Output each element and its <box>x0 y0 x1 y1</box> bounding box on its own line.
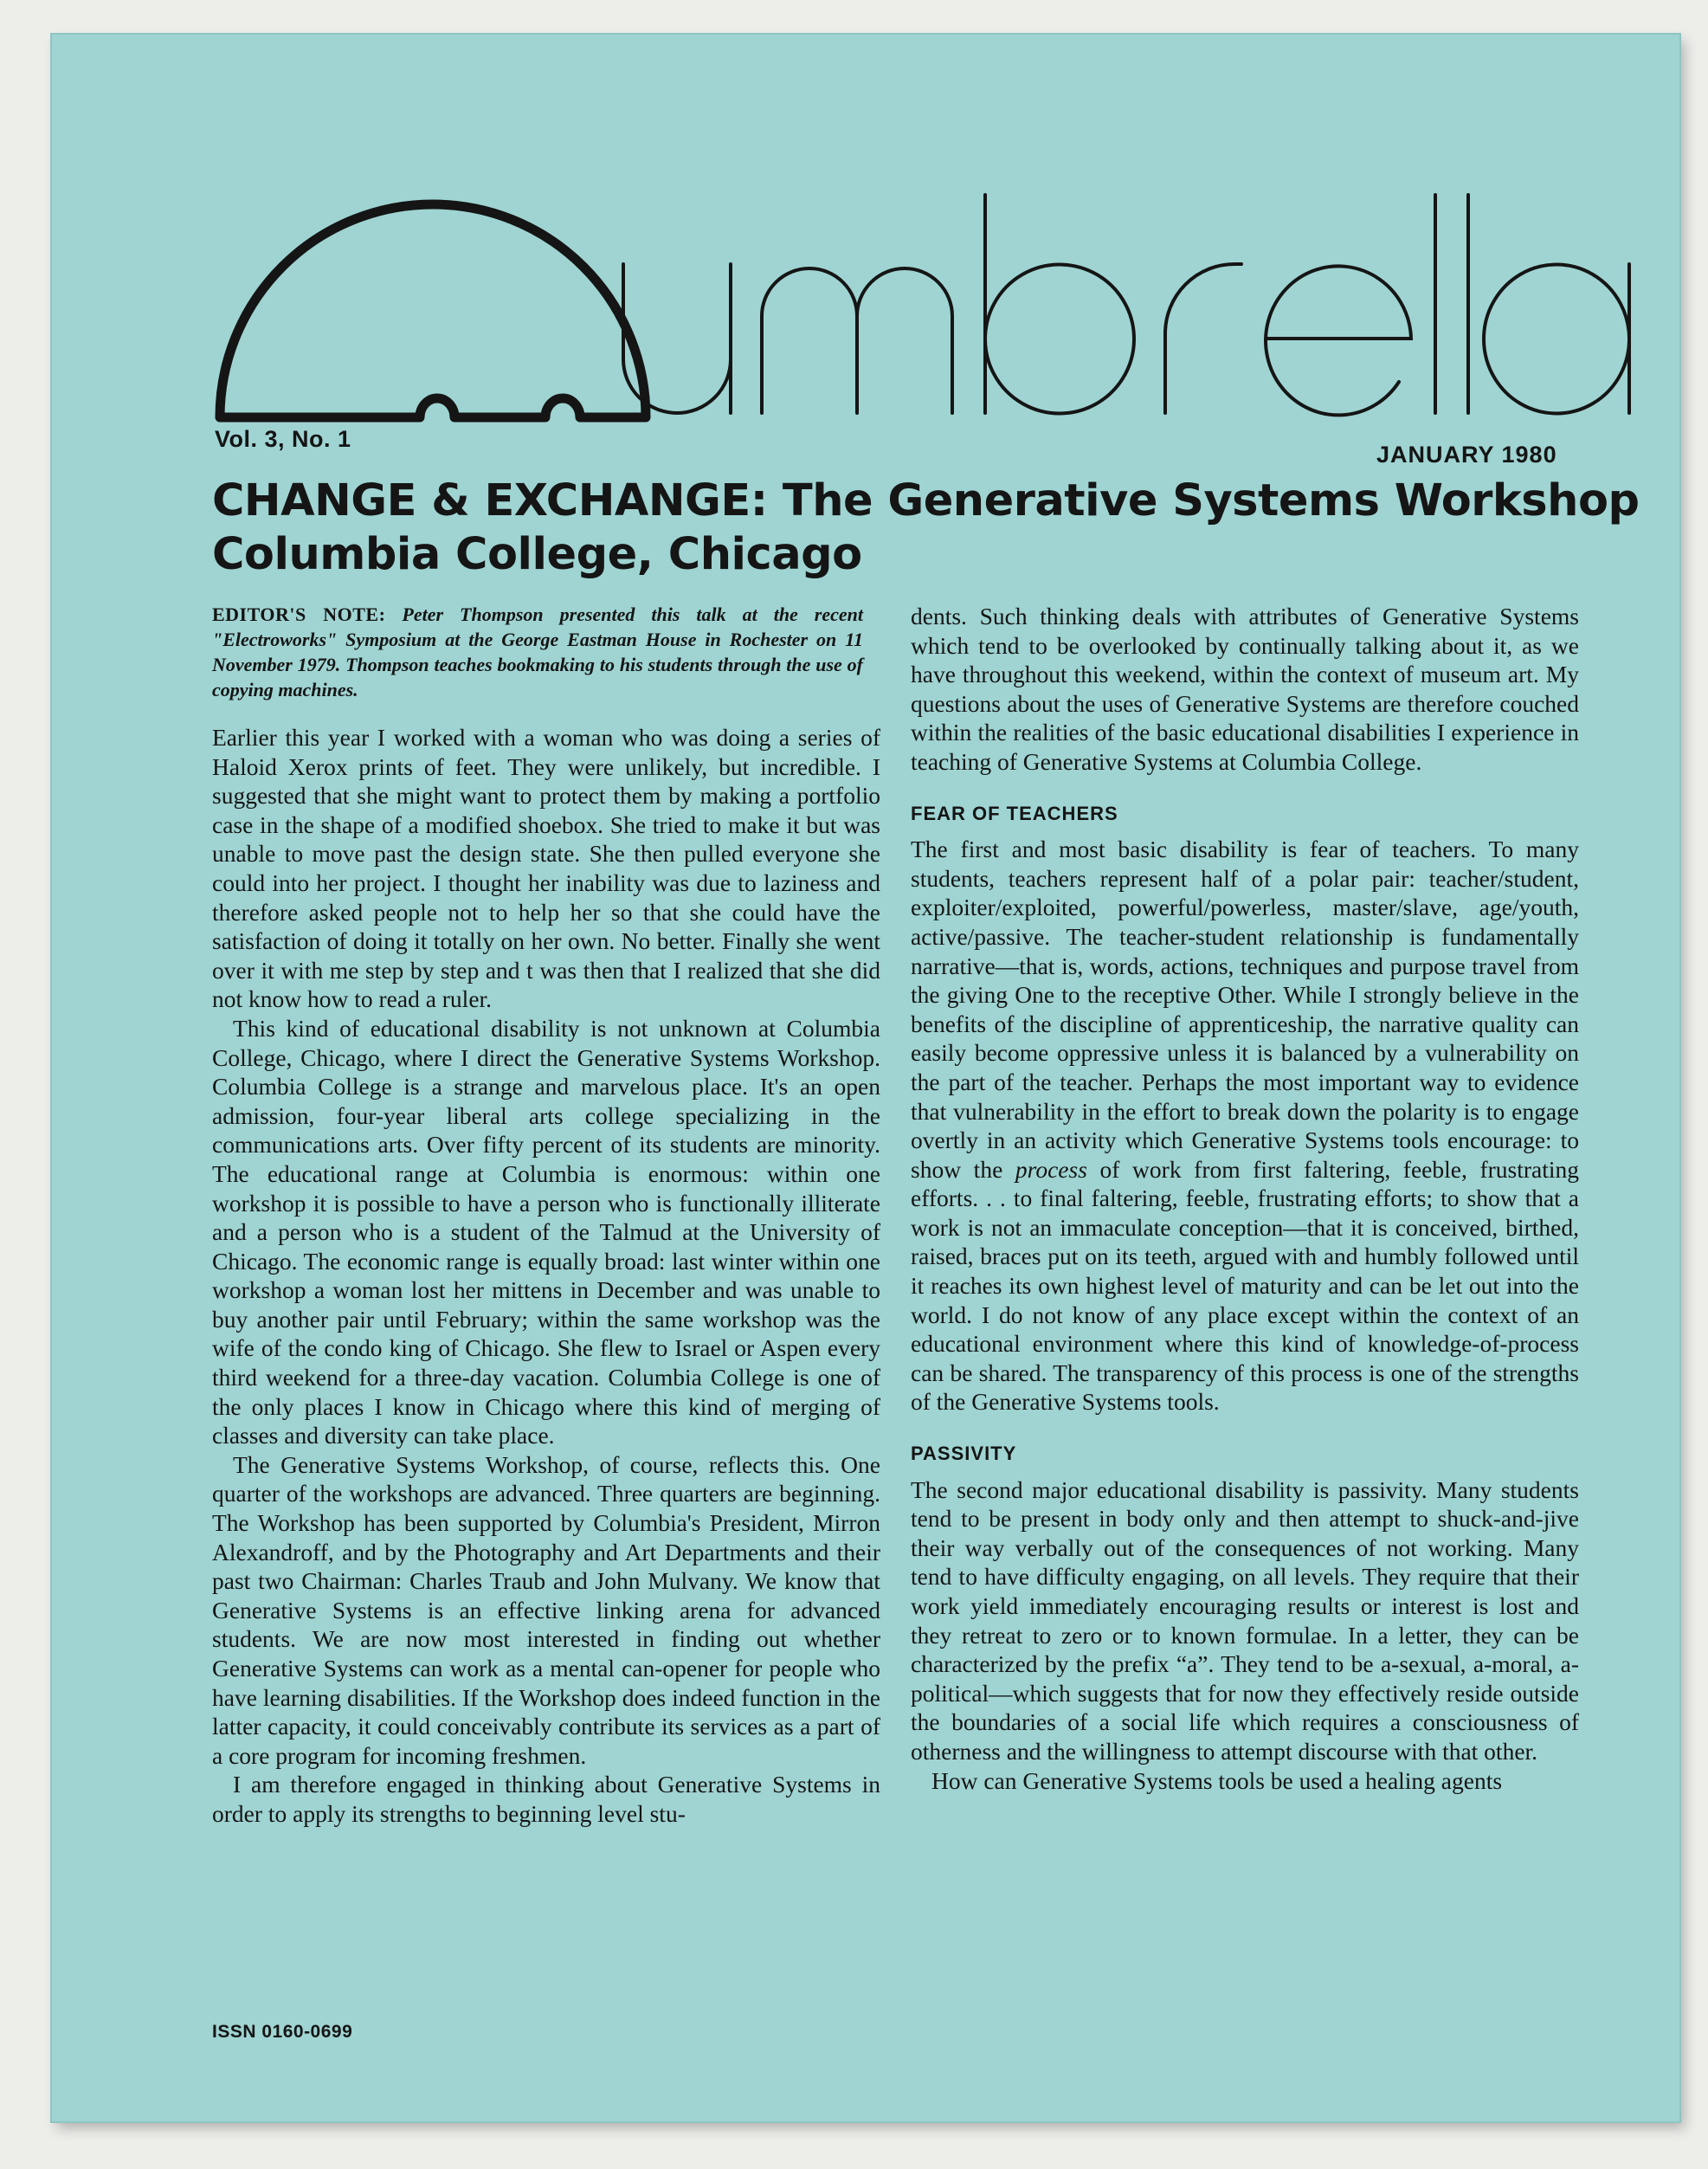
emphasis-process: process <box>1015 1155 1087 1183</box>
text-run: The first and most basic disability is fear of teachers. To many students, teachers represent half of a polar pair: teacher/student, exploiter/exploited, powerful/powerless, master/slave, age/youth, active/passive. The teacher-student relationship is fundamentally narrative—that is, words, actions, techniques and purpose travel from the giving One to the receptive Other. While I strongly believe in the benefits of the discipline of apprenticeship, the narrative quality can easily become oppressive unless it is balanced by a vulnerability on the part of the teacher. Perhaps the most important way to evidence that vulnerability in the effort to break down the polarity is to engage overtly in an activity which Generative Systems tools encourage: to show the <box>911 836 1579 1183</box>
editors-note-label: EDITOR'S NOTE: <box>212 604 386 625</box>
section-heading-fear-of-teachers: FEAR OF TEACHERS <box>911 802 1118 824</box>
right-column <box>911 602 1579 1795</box>
body-paragraph: The Generative Systems Workshop, of course, reflects this. One quarter of the workshops are advanced. Three quarters are beginning. The Workshop has been supported by Columbia's President, Mirron Alexandroff, and by the Photography and Art Departments and their past two Chairman: Charles Traub and John Mulvany. We know that Generative Systems is an effective linking arena for advanced students. We are now most interested in finding out whether Generative Systems can work as a mental can-opener for people who have learning disabilities. If the Workshop does indeed function in the latter capacity, it could conceivably contribute its services as a part of a core program for incoming freshmen. <box>212 1450 880 1769</box>
body-paragraph <box>911 835 1579 1417</box>
body-paragraph: How can Generative Systems tools be used a healing agents <box>931 1766 1503 1794</box>
article-headline <box>212 474 1679 582</box>
editors-note-text: Peter Thompson presented this talk at the recent "Electroworks" Symposium at the George Eastman House in Rochester on 11 November 1979. Thompson teaches bookmaking to his students through the use of copying machines. <box>212 604 864 700</box>
editors-note <box>212 602 880 702</box>
issue-date: JANUARY 1980 <box>1376 442 1557 468</box>
body-paragraph: This kind of educational disability is not unknown at Columbia College, Chicago, where I direct the Generative Systems Workshop. Columbia College is a strange and marvelous place. It's an open admission, four-year liberal arts college specializing in the communications arts. Over fifty percent of its students are minority. The educational range at Columbia is enormous: within one workshop it is possible to have a person who is functionally illiterate and a person who is a student of the Talmud at the University of Chicago. The economic range is equally broad: last winter within one workshop a woman lost her mittens in December and was unable to buy another pair until February; within the same workshop was the wife of the condo king of Chicago. She flew to Israel or Aspen every third weekend for a three-day vacation. Columbia College is one of the only places I know in Chicago where this kind of merging of classes and diversity can take place. <box>212 1014 880 1449</box>
body-paragraph: I am therefore engaged in thinking about Generative Systems in order to apply its strengths to beginning level stu- <box>212 1771 880 1827</box>
volume-number: Vol. 3, No. 1 <box>215 426 351 452</box>
text-run: of work from first faltering, feeble, frustrating efforts. . . to final faltering, feeble, frustrating efforts; to show that a work is not an immaculate conception—that it is conceived, birthed, raised, braces put on its teeth, argued with and humbly followed until it reaches its own highest level of maturity and can be let out into the world. I do not know of any place except within the context of an educational environment where this kind of knowledge-of-process can be shared. The transparency of this process is one of the strengths of the Generative Systems tools. <box>911 1155 1580 1416</box>
umbrella-logo-icon <box>208 190 658 442</box>
masthead-title-graphic <box>615 143 1636 429</box>
body-paragraph: dents. Such thinking deals with attributes of Generative Systems which tend to be overlooked by continually talking about it, as we have throughout this weekend, within the context of museum art. My questions about the uses of Generative Systems are therefore couched within the realities of the basic educational disabilities I experience in teaching of Generative Systems at Columbia College. <box>911 603 1579 775</box>
headline-line-2: Columbia College, Chicago <box>212 529 862 580</box>
left-column <box>212 602 880 1829</box>
issn-number: ISSN 0160-0699 <box>212 2022 353 2042</box>
body-paragraph: Earlier this year I worked with a woman who was doing a series of Haloid Xerox prints of feet. They were unlikely, but incredible. I suggested that she might want to protect them by making a portfolio case in the shape of a modified shoebox. She tried to make it but was unable to move past the design state. She then pulled everyone she could into her project. I thought her inability was due to laziness and therefore asked people not to help her so that she could have the satisfaction of doing it totally on her own. No better. Finally she went over it with me step by step and t was then that I realized that she did not know how to read a ruler. <box>212 724 880 1013</box>
headline-line-1: CHANGE & EXCHANGE: The Generative Systems Workshop <box>212 475 1640 526</box>
section-heading-passivity: PASSIVITY <box>911 1443 1017 1465</box>
body-paragraph: The second major educational disability is passivity. Many students tend to be present in body only and then attempt to shuck-and-jive their way verbally out of the consequences of not working. Many tend to have difficulty engaging, on all levels. They require that their work yield immediately encouraging results or interest is lost and they retreat to zero or to known formulae. In a letter, they can be characterized by the prefix “a”. They tend to be a-sexual, a-moral, a-political—which suggests that for now they effectively reside outside the boundaries of a social life which requires a consciousness of otherness and the willingness to attempt discourse with that other. <box>911 1475 1579 1765</box>
magazine-page <box>52 35 1679 2121</box>
